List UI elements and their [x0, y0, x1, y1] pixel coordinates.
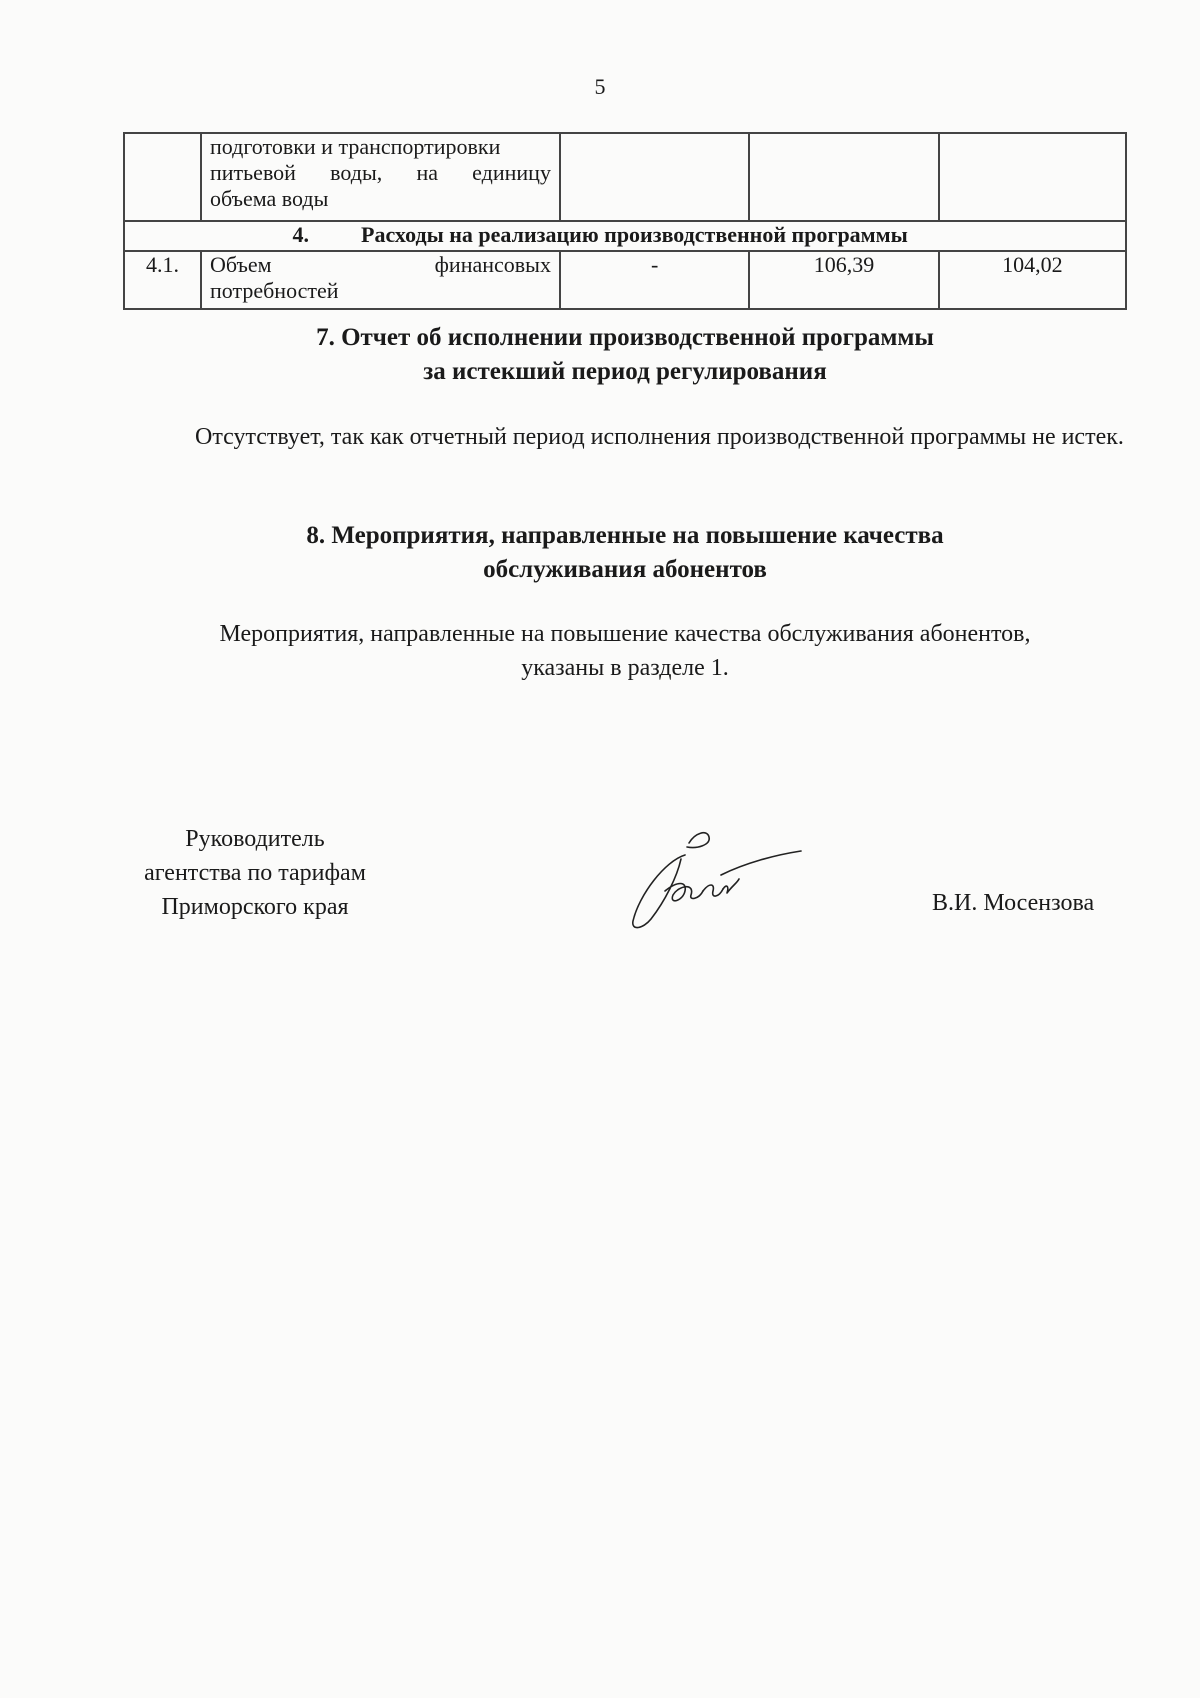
section8-body-line1: Мероприятия, направленные на повышение качества обслуживания абонентов, — [219, 621, 1031, 647]
section-title: Расходы на реализацию производственной программы — [361, 222, 908, 247]
handwritten-signature — [625, 825, 805, 935]
table-cell-description — [201, 251, 560, 309]
desc-line: потребностей — [209, 278, 339, 303]
section8-heading-line1: 8. Мероприятия, направленные на повышение качества — [306, 522, 944, 549]
section7-heading-line1: 7. Отчет об исполнении производственной программы — [316, 324, 934, 351]
section7-heading-line2: за истекший период регулирования — [423, 358, 827, 385]
table-row — [124, 133, 1126, 221]
signer-position-line: агентства по тарифам — [144, 860, 366, 886]
section-heading-cell — [124, 221, 1126, 251]
table-row — [124, 251, 1126, 309]
table-cell-value: 104,02 — [939, 251, 1126, 309]
production-program-table — [123, 132, 1127, 310]
section7-body: Отсутствует, так как отчетный период исполнения производственной программы не истек. — [195, 424, 1124, 450]
desc-line: объема воды — [209, 186, 329, 211]
signer-name: В.И. Мосензова — [932, 890, 1095, 916]
signer-position-line: Руководитель — [185, 826, 325, 852]
page-number: 5 — [594, 74, 606, 99]
table-cell — [939, 133, 1126, 221]
table-cell — [749, 133, 938, 221]
table-cell-num: 4.1. — [124, 251, 201, 309]
desc-line: подготовки и транспортировки — [209, 134, 501, 159]
section8-heading-line2: обслуживания абонентов — [483, 556, 767, 583]
table-cell-num — [124, 133, 201, 221]
table-cell-value: - — [560, 251, 749, 309]
table-cell-description — [201, 133, 560, 221]
signer-position-line: Приморского края — [161, 894, 349, 920]
signer-position — [110, 822, 400, 924]
desc-line: Объем финансовых — [209, 252, 551, 277]
table-cell — [560, 133, 749, 221]
desc-line: питьевой воды, на единицу — [209, 160, 551, 185]
section-number: 4. — [292, 222, 309, 247]
table-section-row — [124, 221, 1126, 251]
table-cell-value: 106,39 — [749, 251, 938, 309]
section8-body-line2: указаны в разделе 1. — [521, 655, 729, 681]
